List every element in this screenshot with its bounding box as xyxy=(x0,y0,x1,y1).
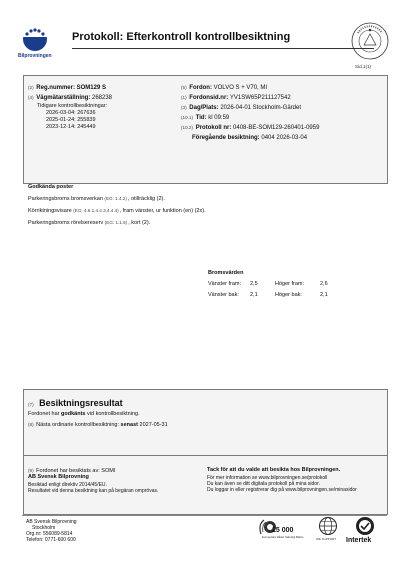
date-place-ref: (3) xyxy=(181,105,187,110)
result-line-2 xyxy=(28,421,168,429)
date-place-label: Dag/Plats: xyxy=(189,105,219,111)
brake-left-front-value: 2,5 xyxy=(250,281,258,287)
previous-inspection-label: Föregående besiktning: xyxy=(192,135,260,141)
date-place-value: 2026-04-01 Stockholm-Gärdet xyxy=(220,105,302,111)
vehicle-model-label: Fordon: xyxy=(189,85,212,91)
brake-values-heading: Bromsvärden xyxy=(208,270,244,276)
reg-number-label: Reg.nummer: xyxy=(36,85,75,91)
time-value: kl 09:59 xyxy=(208,115,230,121)
approved-item-text: , fram vänster, ur funktion (en) (2x). xyxy=(119,208,206,214)
footer-city: Stockholm xyxy=(32,525,56,531)
footer-company: AB Svensk Bilprovning xyxy=(26,519,77,525)
vin-row xyxy=(181,94,291,102)
result-heading: Besiktningsresultat xyxy=(39,398,123,408)
thanks-line-1: För mer information se www.bilprovningen.se/protokoll xyxy=(207,475,328,481)
approved-items-heading: Godkända poster xyxy=(28,184,74,190)
result-line-2-ref: (8) xyxy=(28,422,34,427)
protocol-label: Protokoll nr: xyxy=(195,125,232,131)
brake-right-front-value: 2,6 xyxy=(320,281,328,287)
quality-badge xyxy=(258,518,308,550)
vehicle-model-value: VOLVO S + V70, MI xyxy=(213,85,268,91)
approved-item-code: (EG: 1.4.2) xyxy=(104,196,127,201)
vin-value: YV1SW65P211127542 xyxy=(229,95,291,101)
page-number: Sid.1(1) xyxy=(355,64,372,69)
certificate-icon xyxy=(354,516,376,536)
vehicle-model-ref: (5) xyxy=(181,85,187,90)
approved-item-name: Parkeringsbroms rörelsereserv xyxy=(28,220,104,226)
odometer-value: 268238 xyxy=(91,95,113,101)
result-line-1 xyxy=(28,411,140,418)
previous-inspection-3: 2023-12-14: 245449 xyxy=(46,124,96,130)
page-title: Protokoll: Efterkontroll kontrollbesiktning xyxy=(72,31,291,43)
reg-number-ref: (2) xyxy=(28,85,34,90)
date-place-row xyxy=(181,104,301,112)
approved-item xyxy=(28,219,150,227)
thanks-line-3: Du loggar in eller registrerar dig på www.bilprovningen.se/minasidor xyxy=(207,487,357,493)
odometer-row xyxy=(28,94,112,102)
swedac-seal-icon xyxy=(350,21,390,61)
intertek-badge xyxy=(346,516,384,550)
previous-inspections-label: Tidigare kontrollbesiktningar: xyxy=(37,103,108,109)
we-support-label: WE SUPPORT xyxy=(316,537,337,541)
vin-ref: (1) xyxy=(181,95,187,100)
approved-item xyxy=(28,207,206,215)
result-line-1-post: vid kontrollbesiktning. xyxy=(85,411,140,417)
time-label: Tid: xyxy=(195,115,207,121)
brand-name: Bilprovningen xyxy=(18,53,52,59)
previous-inspection-value: 0404 2026-03-04 xyxy=(261,135,308,141)
approved-item-text: , kort (2). xyxy=(128,220,151,226)
result-box-divider xyxy=(23,455,388,456)
result-line-2-pre: Nästa ordinarie kontrollbesiktning: xyxy=(36,422,121,428)
global-compact-badge xyxy=(316,516,340,544)
inspector-company: AB Svensk Bilprovning xyxy=(28,474,89,480)
approved-item-name: Parkeringsbroms bromsverkan xyxy=(28,196,103,202)
result-deadline-word: senast xyxy=(120,422,138,428)
swedac-seal xyxy=(350,21,390,61)
result-status: godkänts xyxy=(61,411,86,417)
protocol-value: 0408-BE-SOM129-260401-0959 xyxy=(233,125,320,131)
footer-phone: Telefon: 0771-600 600 xyxy=(26,537,76,543)
result-ref: (7) xyxy=(28,402,34,407)
brake-left-front-label: Vänster fram: xyxy=(208,281,242,287)
result-line-1-pre: Fordonet har xyxy=(28,411,62,417)
footer-org-number: Org.nr: 556089-5814 xyxy=(26,531,73,537)
approved-item-code: (EG: 1.1.6) xyxy=(104,220,128,225)
time-ref: (10.1) xyxy=(181,115,194,120)
brake-left-rear-label: Vänster bak: xyxy=(208,292,239,298)
protocol-ref: (10.2) xyxy=(181,125,194,130)
intertek-label: Intertek xyxy=(346,537,372,544)
header-divider xyxy=(72,48,374,49)
thanks-heading: Tack för att du valde att besikta hos Bilprovningen. xyxy=(207,467,341,473)
vehicle-model-row xyxy=(181,84,267,92)
reg-number-row xyxy=(28,84,106,92)
approved-item-name: Körriktningsvisare xyxy=(28,208,72,214)
brake-right-front-label: Höger fram: xyxy=(275,281,305,287)
result-deadline-date: 2027-05-31 xyxy=(137,422,168,428)
inspector-label: Fordonet har besiktats av: SOMI xyxy=(36,468,116,474)
inspector-directive: Besiktad enligt direktiv 2014/45/EU. xyxy=(28,482,107,488)
protocol-row xyxy=(181,124,319,132)
time-row xyxy=(181,114,229,122)
approved-item xyxy=(28,195,165,203)
brake-right-rear-value: 2,1 xyxy=(320,292,328,298)
odometer-ref: (4) xyxy=(28,95,34,100)
reg-number-value: SOM129 S xyxy=(76,85,106,91)
brake-left-rear-value: 2,1 xyxy=(250,292,258,298)
globe-icon xyxy=(316,516,340,536)
bilprovningen-logo-icon xyxy=(22,26,48,52)
approved-item-code: (EG: 4.6.1,4.4.3,4.4.4) xyxy=(73,208,119,213)
badge-caption: Europeiska Rådet Ständigt Bättre xyxy=(262,535,304,539)
vin-label: Fordonsid.nr: xyxy=(189,95,229,101)
thanks-line-2: Du kan även se ditt digitala protokoll på mina sidor. xyxy=(207,481,320,487)
inspector-appeal-note: Resultatet vid denna besiktning kan på begäran omprövas. xyxy=(28,488,159,494)
inspector-ref: (9) xyxy=(28,468,34,473)
previous-inspection-row xyxy=(192,134,307,142)
badge-number: 25 000 xyxy=(272,527,294,534)
previous-inspection-2: 2025-01-24: 255839 xyxy=(46,117,96,123)
previous-inspection-1: 2026-03-04: 267636 xyxy=(46,110,96,116)
result-heading-row xyxy=(28,393,123,411)
odometer-label: Vägmätarställning: xyxy=(36,95,91,101)
approved-item-text: , otillräcklig (2). xyxy=(127,196,165,202)
brake-right-rear-label: Höger bak: xyxy=(275,292,302,298)
